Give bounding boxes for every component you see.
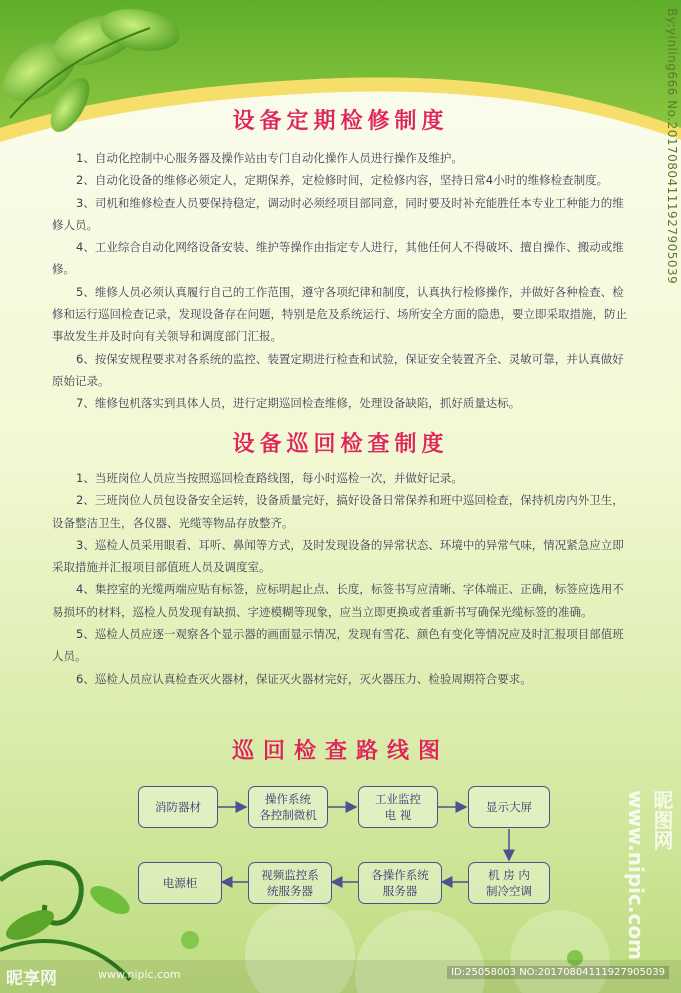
route-node-display-wall: 显示大屏 bbox=[468, 786, 550, 828]
rule-item: 1、自动化控制中心服务器及操作站由专门自动化操作人员进行操作及维护。 bbox=[76, 151, 463, 165]
route-node-fire-equipment: 消防器材 bbox=[138, 786, 218, 828]
rule-item: 5、维修人员必须认真履行自己的工作范围，遵守各项纪律和制度，认真执行检修操作，并做好各种检查、检修和运行巡回检查记录，发现设备存在问题，特别是危及系统运行、场所安全方面的隐患，要立即采取措施，防止事故发生并及时向有关领导和调度部门汇报。 bbox=[52, 284, 627, 344]
route-node-industrial-tv: 工业监控 电 视 bbox=[358, 786, 438, 828]
route-node-control-pcs: 操作系统 各控制微机 bbox=[248, 786, 328, 828]
rule-item: 3、巡检人员采用眼看、耳听、鼻闻等方式，及时发现设备的异常状态、环境中的异常气味，情况紧急应立即采取措施并汇报项目部值班人员及调度室。 bbox=[52, 537, 624, 575]
nipic-vertical-watermark: 昵图网 www.nipic.com bbox=[624, 790, 674, 960]
rule-item: 1、当班岗位人员应当按照巡回检查路线图，每小时巡检一次，并做好记录。 bbox=[76, 471, 463, 485]
rule-item: 5、巡检人员应逐一观察各个显示器的画面显示情况，发现有雪花、颜色有变化等情况应及时汇报项目部值班人员。 bbox=[52, 627, 624, 664]
rule-item: 4、工业综合自动化网络设备安装、维护等操作由指定专人进行，其他任何人不得破坏、擅自操作、搬动或维修。 bbox=[52, 240, 624, 277]
rule-item: 3、司机和维修检查人员要保持稳定，调动时必须经项目部同意，同时要及时补充能胜任本专业工种能力的维修人员。 bbox=[52, 195, 624, 232]
route-node-video-servers: 视频监控系 统服务器 bbox=[248, 862, 332, 904]
rule-item: 4、集控室的光缆两端应贴有标签，应标明起止点、长度，标签书写应清晰、字体端正、正确，标签应选用不易损坏的材料，巡检人员发现有缺损、字迹模糊等现象，应当立即更换或者重新书写确保光缆标签的准确。 bbox=[52, 582, 624, 619]
footer-url: www.nipic.com bbox=[98, 968, 181, 981]
section-title-maintenance: 设备定期检修制度 bbox=[232, 109, 449, 134]
rule-item: 6、按保安规程要求对各系统的监控、装置定期进行检查和试验，保证安全装置齐全、灵敏可靠，并认真做好原始记录。 bbox=[52, 351, 624, 388]
route-node-room-ac: 机 房 内 制冷空调 bbox=[468, 862, 550, 904]
rule-item: 2、三班岗位人员包设备安全运转，设备质量完好，搞好设备日常保养和班中巡回检查，保持机房内外卫生，设备整洁卫生，各仪器、光缆等物品存放整齐。 bbox=[52, 493, 624, 530]
rule-item: 7、维修包机落实到具体人员，进行定期巡回检查维修，处理设备缺陷，抓好质量达标。 bbox=[76, 396, 521, 411]
route-node-system-servers: 各操作系统 服务器 bbox=[358, 862, 442, 904]
section-title-patrol: 设备巡回检查制度 bbox=[232, 432, 449, 457]
rule-item: 2、自动化设备的维修必须定人，定期保养，定检修时间，定检修内容，坚持日常4小时的维修检查制度。 bbox=[76, 173, 609, 188]
route-node-power-cabinet: 电源柜 bbox=[138, 862, 222, 904]
rule-item: 6、巡检人员应认真检查灭火器材，保证灭火器材完好，灭火器压力、检验周期符合要求。 bbox=[76, 671, 532, 686]
side-watermark: By:yinling666 No.20170804111927905039 bbox=[665, 8, 679, 285]
route-title: 巡回检查路线图 bbox=[231, 739, 449, 764]
footer-id: ID:25058003 NO:20170804111927905039 bbox=[447, 966, 669, 979]
footer-logo: 昵享网 bbox=[6, 969, 57, 989]
